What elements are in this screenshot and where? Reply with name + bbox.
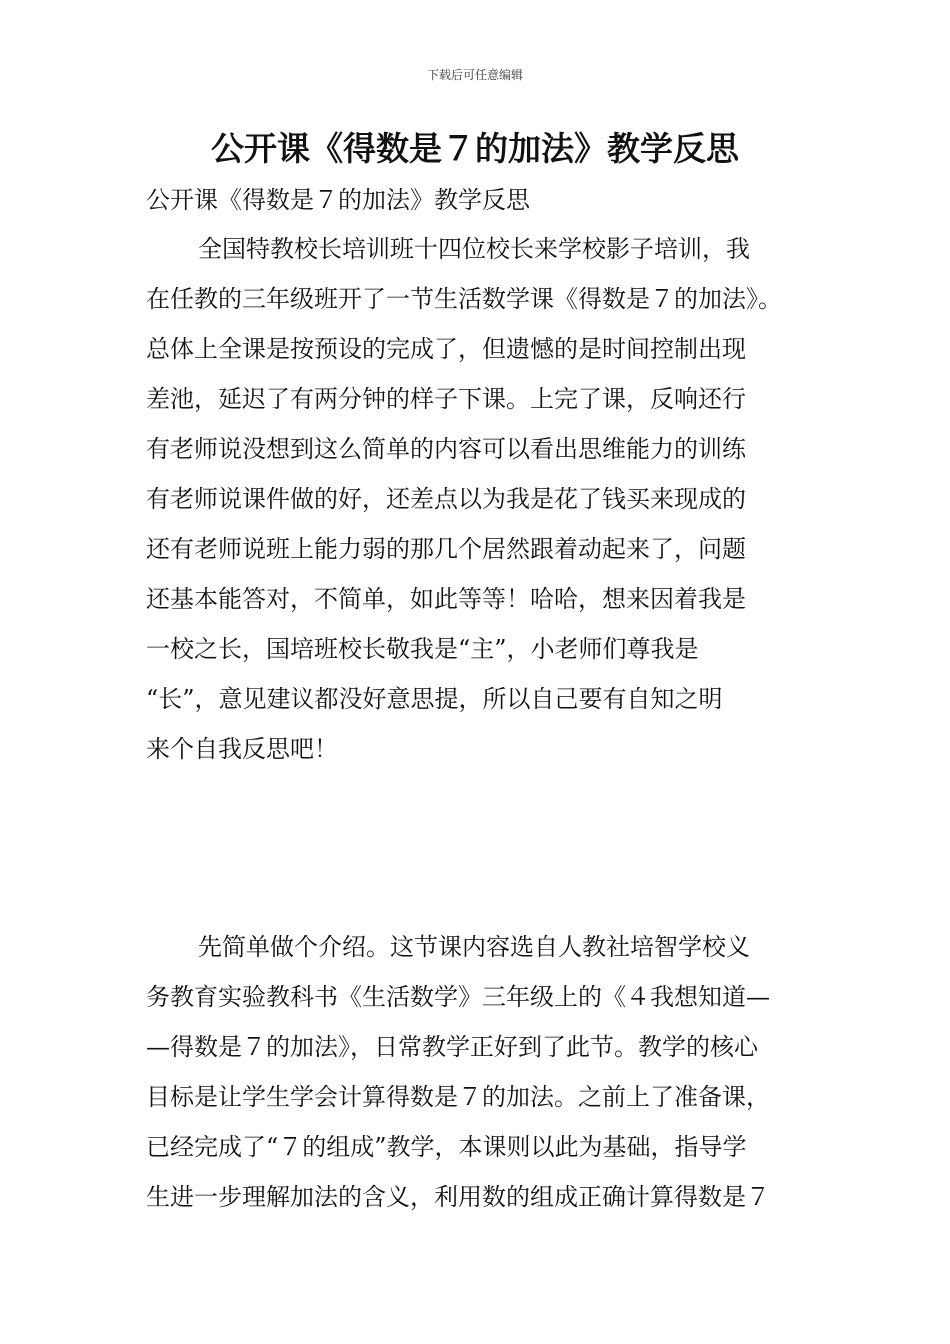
paragraph-line: 务教育实验教科书《生活数学》三年级上的《４我想知道— xyxy=(146,983,770,1011)
paragraph-line: 一校之长，国培班校长敬我是“主”，小老师们尊我是 xyxy=(146,635,699,663)
paragraph-line: 差池，延迟了有两分钟的样子下课。上完了课，反响还行 xyxy=(146,385,746,413)
document-subtitle: 公开课《得数是７的加法》教学反思 xyxy=(146,186,530,214)
paragraph-line: 有老师说没想到这么简单的内容可以看出思维能力的训练 xyxy=(146,435,746,463)
paragraph-line: 有老师说课件做的好，还差点以为我是花了钱买来现成的 xyxy=(146,485,746,513)
paragraph-line: 生进一步理解加法的含义，利用数的组成正确计算得数是７ xyxy=(146,1183,770,1211)
paragraph-line: 还有老师说班上能力弱的那几个居然跟着动起来了，问题 xyxy=(146,535,746,563)
paragraph-line: 在任教的三年级班开了一节生活数学课《得数是７的加法》。 xyxy=(146,285,782,313)
paragraph-line: “长”，意见建议都没好意思提，所以自己要有自知之明 xyxy=(146,685,723,713)
paragraph-line: 来个自我反思吧！ xyxy=(146,735,338,763)
paragraph-line: 已经完成了“７的组成”教学，本课则以此为基础，指导学 xyxy=(146,1133,747,1161)
paragraph-line: 全国特教校长培训班十四位校长来学校影子培训，我 xyxy=(198,235,750,263)
page-title: 公开课《得数是７的加法》教学反思 xyxy=(211,129,739,168)
paragraph-line: 目标是让学生学会计算得数是７的加法。之前上了准备课， xyxy=(146,1083,770,1111)
paragraph-line: 先简单做个介绍。这节课内容选自人教社培智学校义 xyxy=(198,933,750,961)
body-paragraph xyxy=(146,922,806,1222)
header-note: 下载后可任意编辑 xyxy=(426,68,523,82)
paragraph-line: —得数是７的加法》，日常教学正好到了此节。教学的核心 xyxy=(146,1033,758,1061)
paragraph-line: 总体上全课是按预设的完成了，但遗憾的是时间控制出现 xyxy=(146,335,746,363)
body-paragraph xyxy=(146,224,806,774)
paragraph-line: 还基本能答对，不简单，如此等等！哈哈，想来因着我是 xyxy=(146,585,746,613)
